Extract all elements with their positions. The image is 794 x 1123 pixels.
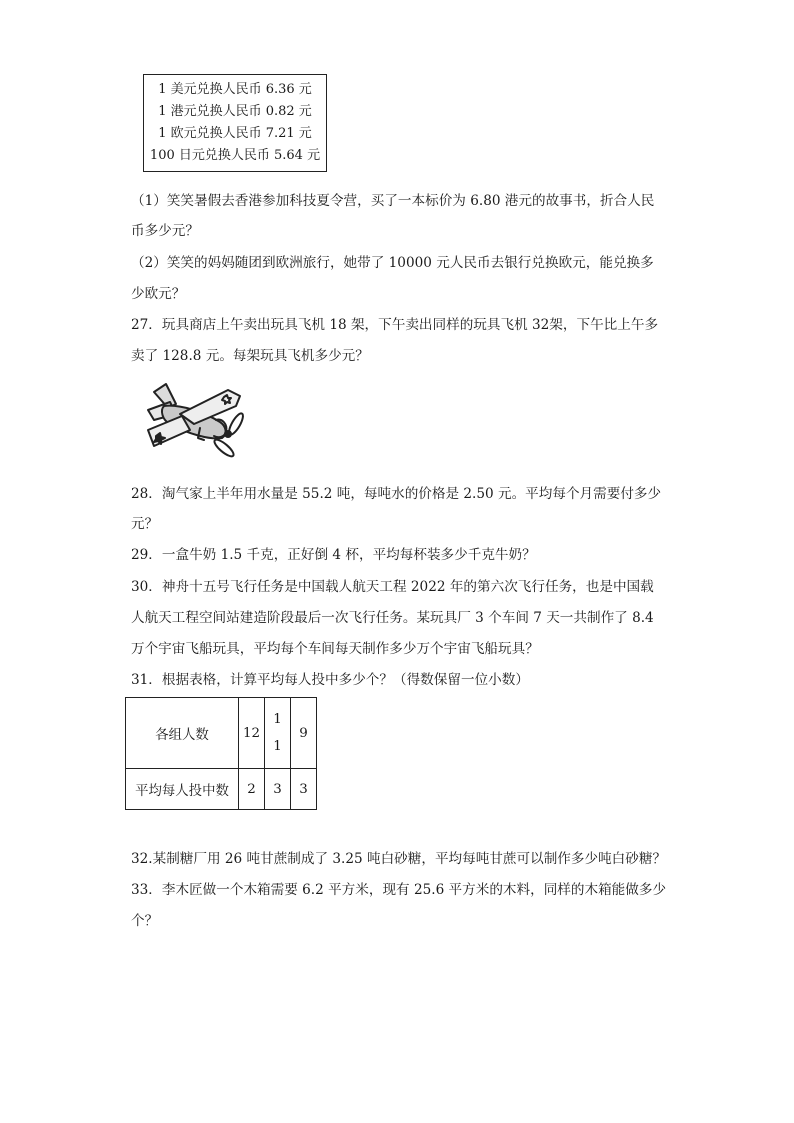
table-row-group-sizes bbox=[126, 698, 317, 769]
table-cell-stacked bbox=[265, 698, 291, 769]
table-row-average-hits bbox=[126, 769, 317, 810]
group-score-table bbox=[125, 697, 317, 810]
q27-line2: 卖了 128.8 元。每架玩具飞机多少元？ bbox=[131, 348, 369, 364]
q26-part2-line2: 少欧元？ bbox=[131, 286, 186, 302]
table-cell-digit-bottom: 1 bbox=[273, 739, 282, 754]
q26-part2-line1: （2）笑笑的妈妈随团到欧洲旅行，她带了 10000 元人民币去银行兑换欧元，能兑换多 bbox=[131, 255, 654, 271]
q31-line1: 31．根据表格，计算平均每人投中多少个？（得数保留一位小数） bbox=[131, 672, 529, 688]
table-cell-value: 2 bbox=[239, 769, 265, 810]
q28-line1: 28．淘气家上半年用水量是 55.2 吨，每吨水的价格是 2.50 元。平均每个月需要付多少 bbox=[131, 486, 662, 502]
q32-line1: 32.某制糖厂用 26 吨甘蔗制成了 3.25 吨白砂糖，平均每吨甘蔗可以制作多少吨白砂糖？ bbox=[131, 851, 667, 867]
table-cell-label: 平均每人投中数 bbox=[126, 769, 239, 810]
exchange-rate-jpy: 100 日元兑换人民币 5.64 元 bbox=[149, 148, 321, 163]
q26-part1-line2: 币多少元？ bbox=[131, 223, 199, 239]
table-cell-value: 9 bbox=[291, 698, 317, 769]
q33-line1: 33．李木匠做一个木箱需要 6.2 平方米，现有 25.6 平方米的木料，同样的木箱能做多少 bbox=[131, 882, 667, 898]
exchange-rate-hkd: 1 港元兑换人民币 0.82 元 bbox=[158, 104, 312, 119]
table-cell-label: 各组人数 bbox=[126, 698, 239, 769]
q27-line1: 27．玩具商店上午卖出玩具飞机 18 架，下午卖出同样的玩具飞机 32架，下午比上午多 bbox=[131, 317, 659, 333]
table-cell-digit-top: 1 bbox=[273, 712, 282, 727]
q28-line2: 元？ bbox=[131, 516, 159, 532]
toy-airplane-icon bbox=[140, 376, 252, 464]
table-cell-value: 3 bbox=[291, 769, 317, 810]
exchange-rate-box bbox=[143, 74, 327, 172]
q33-line2: 个？ bbox=[131, 913, 159, 929]
table-cell-value: 12 bbox=[239, 698, 265, 769]
q30-line1: 30．神舟十五号飞行任务是中国载人航天工程 2022 年的第六次飞行任务，也是中国载 bbox=[131, 579, 654, 595]
exchange-rate-eur: 1 欧元兑换人民币 7.21 元 bbox=[158, 126, 312, 141]
q26-part1-line1: （1）笑笑暑假去香港参加科技夏令营，买了一本标价为 6.80 港元的故事书，折合人民 bbox=[131, 193, 655, 209]
q30-line3: 万个宇宙飞船玩具，平均每个车间每天制作多少万个宇宙飞船玩具？ bbox=[131, 641, 539, 657]
table-cell-value: 3 bbox=[265, 769, 291, 810]
q29-line1: 29．一盒牛奶 1.5 千克，正好倒 4 杯，平均每杯装多少千克牛奶？ bbox=[131, 547, 536, 563]
q30-line2: 人航天工程空间站建造阶段最后一次飞行任务。某玩具厂 3 个车间 7 天一共制作了 8.4 bbox=[131, 610, 654, 626]
exchange-rate-usd: 1 美元兑换人民币 6.36 元 bbox=[158, 82, 312, 97]
